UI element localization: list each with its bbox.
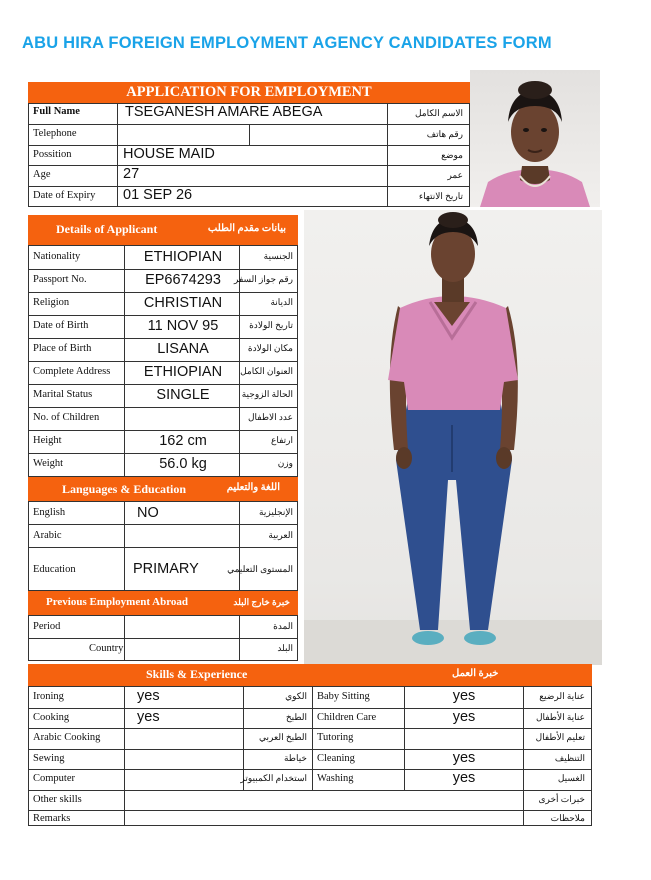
form-title: ABU HIRA FOREIGN EMPLOYMENT AGENCY CANDIDATES FORM [22,34,552,52]
header-table [28,103,470,207]
skill-ar: استخدام الكمبيوتر [240,773,307,783]
skill-value: yes [452,770,476,786]
applicant-value: 162 cm [159,433,207,449]
languages-banner [28,477,298,501]
remarks-ar: ملاحظات [550,813,585,823]
age-ar: عمر [447,170,463,180]
full-name-value: TSEGANESH AMARE ABEGA [125,104,323,120]
applicant-value: CHRISTIAN [143,295,223,311]
skill-label: Washing [317,773,354,784]
english-ar: الإنجليزية [259,507,293,517]
previous-banner [28,591,298,615]
applicant-table [28,245,298,477]
expiry-ar: تاريخ الانتهاء [418,191,463,201]
previous-table [28,615,298,661]
previous-banner-text: Previous Employment Abroad [46,596,188,608]
applicant-value: LISANA [157,341,209,357]
expiry-label: Date of Expiry [33,190,96,201]
applicant-label: Height [33,435,62,446]
full-name-label: Full Name [33,106,80,117]
skills-banner-text: Skills & Experience [146,667,248,681]
skill-label: Computer [33,773,75,784]
skill-value: yes [452,750,476,766]
education-value: PRIMARY [133,561,199,577]
education-ar: المستوى التعليمي [227,564,293,574]
applicant-ar: العنوان الكامل [240,366,293,376]
applicant-ar: ارتفاع [270,435,293,445]
application-banner-text: APPLICATION FOR EMPLOYMENT [126,84,372,100]
applicant-label: Religion [33,297,70,308]
country-ar: البلد [277,643,293,653]
applicant-ar: الجنسية [263,251,293,261]
applicant-banner-text: Details of Applicant [56,222,158,236]
applicant-ar: عدد الاطفال [248,412,293,422]
skill-ar: تعليم الأطفال [535,732,585,742]
skills-table [28,686,592,826]
applicant-label: Marital Status [33,389,93,400]
applicant-ar: وزن [277,458,293,468]
period-label: Period [33,621,61,632]
skills-banner-ar: خبرة العمل [452,668,499,679]
application-banner [28,82,470,103]
applicant-label: No. of Children [33,412,100,423]
skill-ar: عناية الرضيع [539,691,585,701]
expiry-value: 01 SEP 26 [123,187,193,203]
applicant-value: SINGLE [156,387,210,403]
skill-label: Cleaning [317,753,355,764]
skill-label: Children Care [317,712,377,723]
skill-ar: الطبخ العربي [259,732,307,742]
skill-ar: الغسيل [557,773,585,783]
arabic-ar: العربية [268,530,293,540]
english-value: NO [137,505,159,521]
applicant-banner-ar: بيانات مقدم الطلب [207,223,286,234]
applicant-label: Passport No. [33,274,87,285]
full-name-ar: الاسم الكامل [414,108,463,118]
applicant-value: 56.0 kg [159,456,207,472]
other-skills-ar: خبرات أخرى [538,794,585,804]
skill-ar: الطبخ [285,712,307,722]
applicant-label: Complete Address [33,366,111,377]
full-body-illustration [304,210,602,665]
period-ar: المدة [273,621,293,631]
skill-ar: خياطة [283,753,307,763]
remarks-label: Remarks [33,813,71,824]
skill-label: Cooking [33,712,70,723]
age-value: 27 [123,166,140,182]
skill-label: Ironing [33,691,64,702]
applicant-ar: رقم جواز السفر [234,274,293,284]
skill-label: Sewing [33,753,65,764]
telephone-label: Telephone [33,128,77,139]
applicant-ar: تاريخ الولادة [249,320,293,330]
telephone-ar: رقم هاتف [426,129,463,139]
age-label: Age [33,169,51,180]
other-skills-label: Other skills [33,794,82,805]
skill-ar: عناية الأطفال [535,712,585,722]
position-value: HOUSE MAID [123,146,215,162]
skill-label: Tutoring [317,732,354,743]
applicant-value: ETHIOPIAN [143,249,223,265]
skill-label: Arabic Cooking [33,732,101,743]
skill-value: yes [137,709,160,725]
applicant-value: ETHIOPIAN [143,364,223,380]
applicant-value: 11 NOV 95 [147,318,219,334]
applicant-label: Place of Birth [33,343,92,354]
full-body-photo [304,210,602,665]
languages-banner-ar: اللغة والتعليم [226,482,280,493]
skills-banner [28,664,592,686]
languages-banner-text: Languages & Education [62,482,187,496]
skill-label: Baby Sitting [317,691,370,702]
skill-ar: التنظيف [554,753,585,763]
english-label: English [33,507,66,518]
applicant-value: EP6674293 [145,272,221,288]
applicant-ar: الديانة [270,297,293,307]
applicant-banner [28,215,298,245]
position-ar: موضع [441,150,463,160]
education-label: Education [33,564,76,575]
arabic-label: Arabic [33,530,62,541]
skill-value: yes [452,709,476,725]
languages-table [28,501,298,591]
applicant-label: Nationality [33,251,81,262]
country-label: Country [89,643,124,654]
skill-value: yes [137,688,160,704]
headshot-illustration [470,70,600,207]
skill-ar: الكوي [285,691,307,701]
applicant-label: Date of Birth [33,320,89,331]
previous-banner-ar: خبرة خارج البلد [233,597,290,607]
applicant-ar: مكان الولادة [247,343,293,353]
headshot-photo [470,70,600,207]
applicant-ar: الحالة الزوجية [241,389,293,399]
skill-value: yes [452,688,476,704]
applicant-label: Weight [33,458,64,469]
position-label: Possition [33,149,72,160]
